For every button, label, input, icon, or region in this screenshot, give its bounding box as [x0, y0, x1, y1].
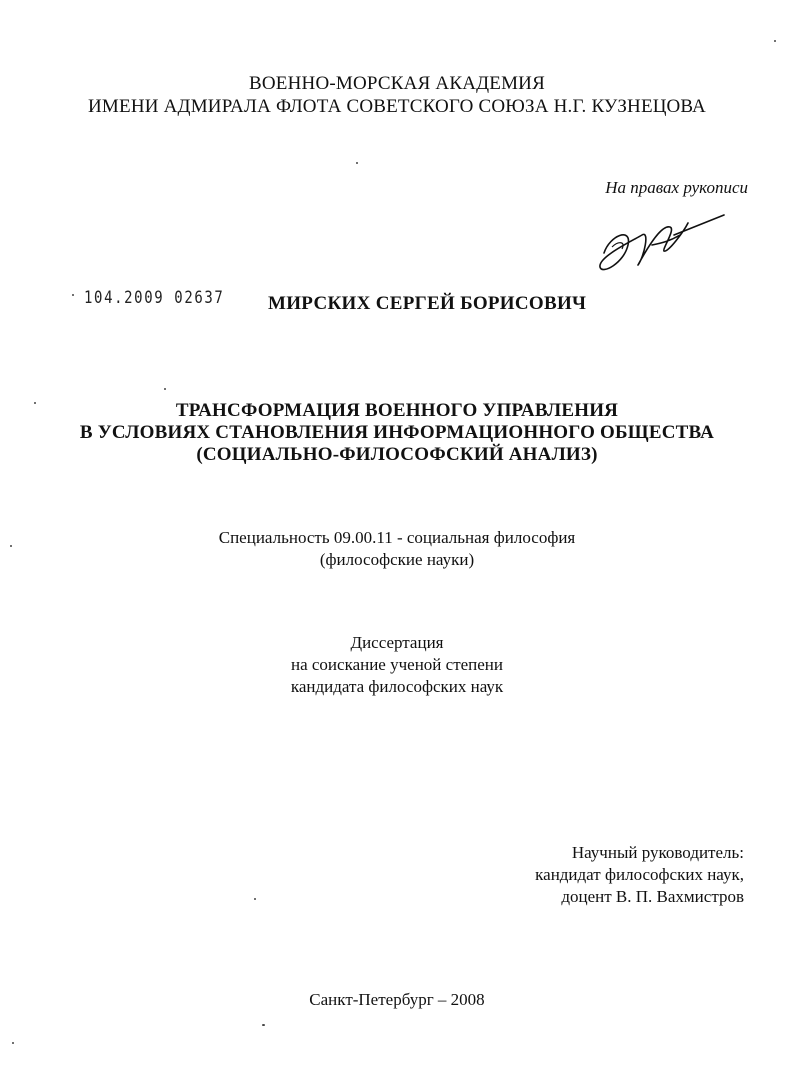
author-name: МИРСКИХ СЕРГЕЙ БОРИСОВИЧ [268, 293, 587, 314]
supervisor-label: Научный руководитель: [571, 843, 744, 862]
scan-speck [774, 40, 776, 42]
rights-note: На правах рукописи [605, 178, 748, 197]
specialty-line-2: (философские науки) [319, 550, 475, 569]
supervisor-degree: кандидат философских наук, [535, 865, 744, 884]
degree-line-3: кандидата философских наук [290, 677, 504, 696]
scan-speck [10, 545, 12, 547]
specialty-line-1: Специальность 09.00.11 - социальная философия [218, 528, 576, 547]
scan-speck [164, 388, 166, 390]
scan-speck [262, 1024, 265, 1026]
scan-speck [72, 294, 74, 296]
scan-speck [254, 898, 256, 900]
degree-line-1: Диссертация [350, 633, 444, 652]
place-year: Санкт-Петербург – 2008 [309, 990, 485, 1009]
serial-number: 104.2009 02637 [84, 288, 225, 308]
dissertation-title-line-1: ТРАНСФОРМАЦИЯ ВОЕННОГО УПРАВЛЕНИЯ [175, 400, 619, 421]
scan-speck [12, 1042, 14, 1044]
degree-line-2: на соискание ученой степени [290, 655, 504, 674]
dissertation-title-line-3: (СОЦИАЛЬНО-ФИЛОСОФСКИЙ АНАЛИЗ) [196, 444, 598, 465]
scan-speck [356, 162, 358, 164]
scan-speck [34, 402, 36, 404]
institution-line-2: ИМЕНИ АДМИРАЛА ФЛОТА СОВЕТСКОГО СОЮЗА Н.Г. КУЗНЕЦОВА [88, 96, 706, 117]
institution-line-1: ВОЕННО-МОРСКАЯ АКАДЕМИЯ [249, 73, 545, 94]
dissertation-title-line-2: В УСЛОВИЯХ СТАНОВЛЕНИЯ ИНФОРМАЦИОННОГО ОБЩЕСТВА [79, 422, 715, 443]
signature-icon [592, 205, 732, 280]
supervisor-name: доцент В. П. Вахмистров [561, 887, 744, 906]
